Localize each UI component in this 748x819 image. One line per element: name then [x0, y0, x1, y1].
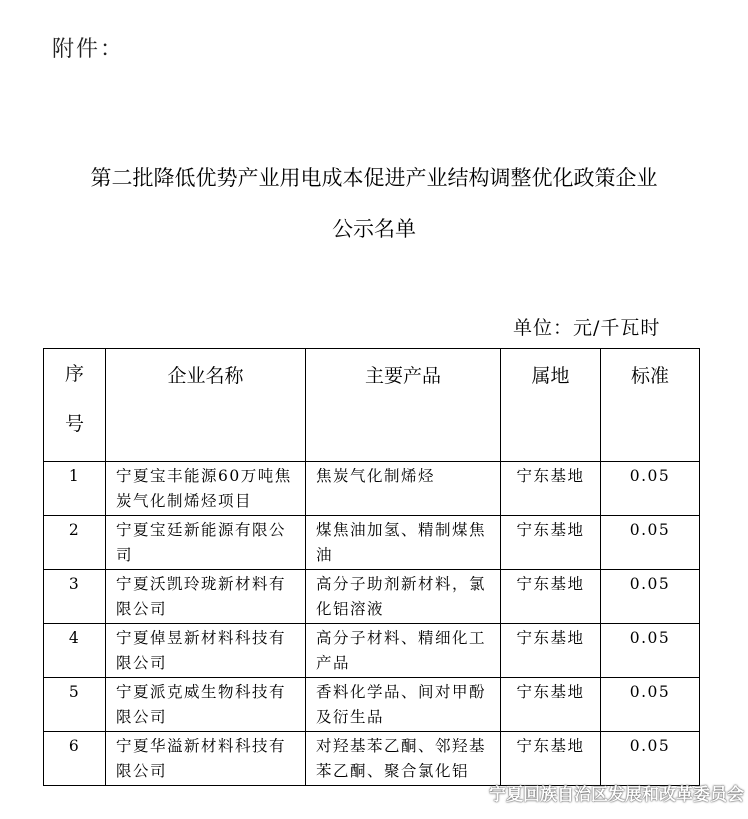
row-index: 3 [44, 570, 106, 624]
table-row [44, 570, 700, 624]
row-index: 2 [44, 516, 106, 570]
row-location: 宁东基地 [501, 678, 601, 732]
row-index: 5 [44, 678, 106, 732]
row-standard: 0.05 [601, 732, 700, 786]
row-standard: 0.05 [601, 678, 700, 732]
header-standard: 标准 [601, 349, 700, 462]
header-name: 企业名称 [106, 349, 306, 462]
header-location: 属地 [501, 349, 601, 462]
row-location: 宁东基地 [501, 516, 601, 570]
table-header-row [44, 349, 700, 462]
attachment-label: 附件： [52, 37, 125, 62]
header-product: 主要产品 [306, 349, 501, 462]
source-watermark: 宁夏回族自治区发展和改革委员会 [489, 785, 744, 805]
row-company-name: 宁夏派克威生物科技有限公司 [106, 678, 306, 732]
table-row [44, 732, 700, 786]
row-standard: 0.05 [601, 462, 700, 516]
row-company-name: 宁夏宝廷新能源有限公司 [106, 516, 306, 570]
header-seq-bottom: 号 [64, 413, 84, 435]
row-standard: 0.05 [601, 624, 700, 678]
row-product: 香料化学品、间对甲酚及衍生品 [306, 678, 501, 732]
row-standard: 0.05 [601, 570, 700, 624]
row-location: 宁东基地 [501, 462, 601, 516]
header-seq-top: 序 [64, 363, 84, 385]
row-company-name: 宁夏沃凯玲珑新材料有限公司 [106, 570, 306, 624]
row-location: 宁东基地 [501, 624, 601, 678]
row-product: 高分子助剂新材料，氯化铝溶液 [306, 570, 501, 624]
row-location: 宁东基地 [501, 570, 601, 624]
document-title-line2: 公示名单 [332, 217, 416, 241]
table-row [44, 462, 700, 516]
table-row [44, 678, 700, 732]
row-location: 宁东基地 [501, 732, 601, 786]
table-row [44, 516, 700, 570]
row-index: 6 [44, 732, 106, 786]
row-company-name: 宁夏倬昱新材料科技有限公司 [106, 624, 306, 678]
unit-label: 单位：元/千瓦时 [513, 317, 661, 339]
table-row [44, 624, 700, 678]
row-product: 高分子材料、精细化工产品 [306, 624, 501, 678]
enterprise-table [43, 348, 700, 786]
row-product: 焦炭气化制烯烃 [306, 462, 501, 516]
row-product: 煤焦油加氢、精制煤焦油 [306, 516, 501, 570]
document-title-line1: 第二批降低优势产业用电成本促进产业结构调整优化政策企业 [90, 166, 658, 190]
row-company-name: 宁夏宝丰能源60万吨焦炭气化制烯烃项目 [106, 462, 306, 516]
header-seq [44, 349, 106, 462]
row-standard: 0.05 [601, 516, 700, 570]
row-index: 4 [44, 624, 106, 678]
row-product: 对羟基苯乙酮、邻羟基苯乙酮、聚合氯化铝 [306, 732, 501, 786]
row-company-name: 宁夏华溢新材料科技有限公司 [106, 732, 306, 786]
row-index: 1 [44, 462, 106, 516]
